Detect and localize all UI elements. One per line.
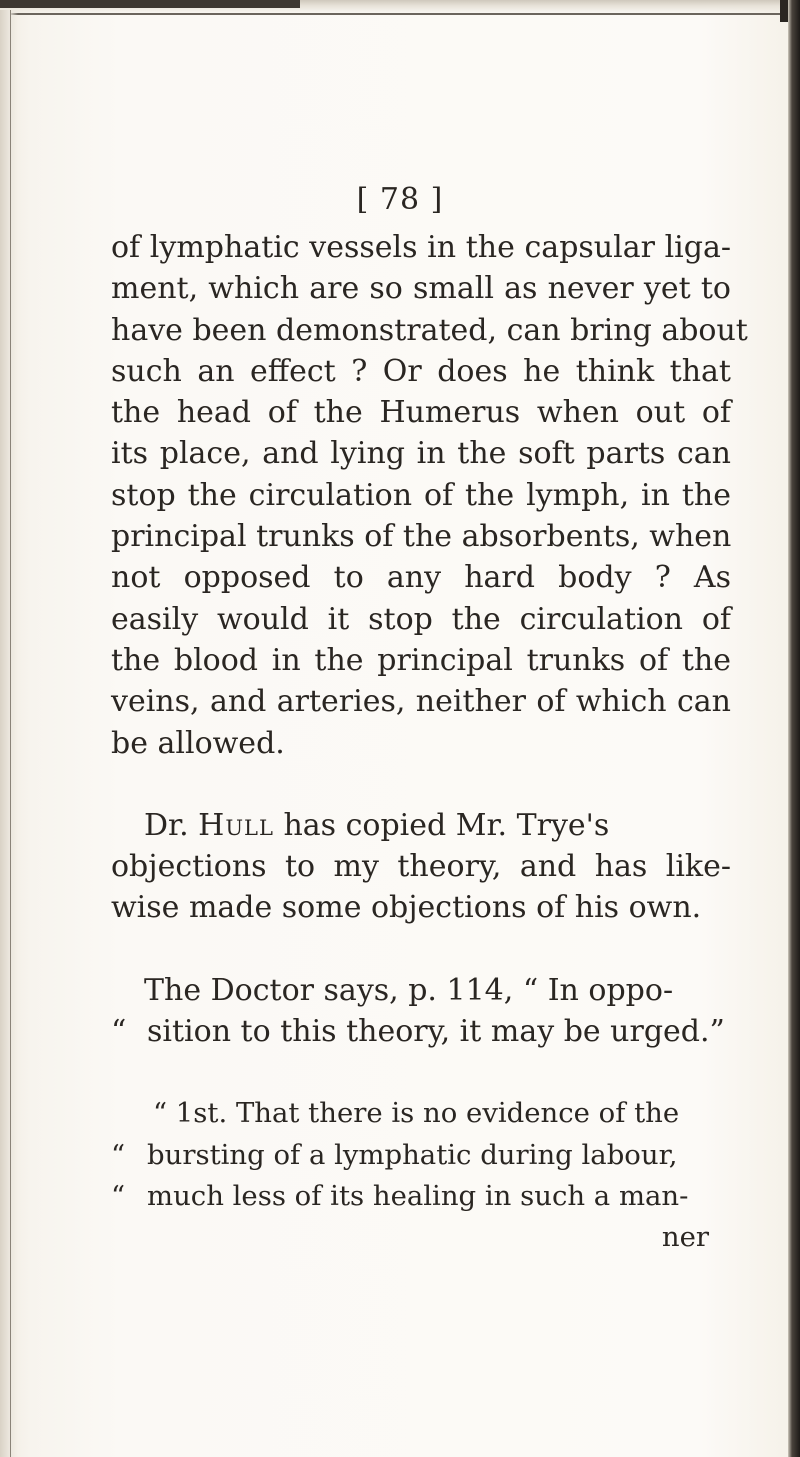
text-line: wise made some objections of his own. <box>111 890 702 926</box>
left-page-edge <box>0 10 18 1457</box>
text-line: The Doctor says, p. 114, “ In oppo- <box>144 972 674 1008</box>
quote-mark: “ <box>111 1179 126 1212</box>
paragraph-gap <box>111 1052 731 1093</box>
author-name: Hull <box>198 807 274 843</box>
text-line: easily would it stop the circulation of <box>111 601 731 637</box>
text-run: bursting of a lymphatic during labour, <box>147 1138 678 1171</box>
top-binding-shadow <box>0 0 300 8</box>
text-run: much less of its healing in such a man- <box>147 1179 689 1212</box>
text-line <box>111 1135 731 1176</box>
text-line: the head of the Humerus when out of <box>111 395 731 431</box>
text-line: ment, which are so small as never yet to <box>111 271 731 307</box>
text-line: of lymphatic vessels in the capsular liga- <box>111 230 731 265</box>
text-line: objections to my theory, and has like- <box>111 849 731 885</box>
quoted-passage <box>111 1093 731 1217</box>
text-line: veins, and arteries, neither of which can <box>111 684 731 720</box>
text-line: principal trunks of the absorbents, when <box>111 519 732 555</box>
body-text <box>111 227 748 1259</box>
text-line: “ 1st. That there is no evidence of the <box>153 1097 680 1130</box>
text-line: be allowed. <box>111 725 285 761</box>
text-line: the blood in the principal trunks of the <box>111 642 731 678</box>
quote-mark: “ <box>111 1138 126 1171</box>
text-line: not opposed to any hard body ? As <box>111 560 731 596</box>
right-page-edge <box>788 0 800 1457</box>
text-line <box>111 1011 731 1052</box>
text-line <box>111 805 731 846</box>
text-line <box>111 1176 731 1217</box>
text-run: has copied Mr. Trye's <box>273 807 610 843</box>
text-run: Dr. <box>144 807 199 843</box>
page-number-header: [ 78 ] <box>356 182 444 217</box>
text-line: have been demonstrated, can bring about <box>111 312 748 348</box>
text-line: such an effect ? Or does he think that <box>111 353 731 389</box>
text-line: its place, and lying in the soft parts can <box>111 436 731 472</box>
paragraph-gap <box>111 764 731 805</box>
quote-mark: “ <box>111 1014 127 1050</box>
text-line: stop the circulation of the lymph, in the <box>111 477 731 513</box>
catchword: ner <box>661 1221 709 1254</box>
paragraph-gap <box>111 929 731 970</box>
text-run: sition to this theory, it may be urged.” <box>147 1014 725 1050</box>
